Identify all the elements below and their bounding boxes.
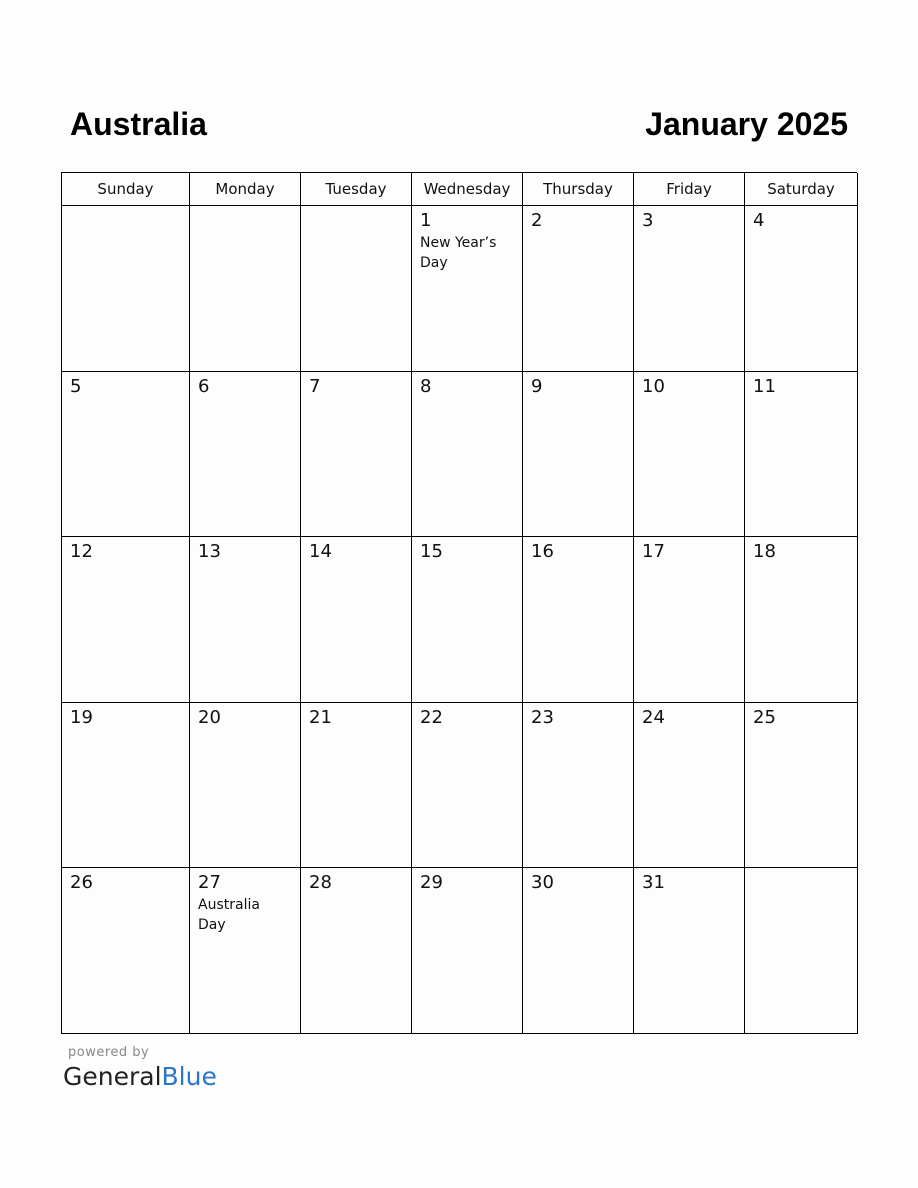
calendar-grid <box>61 172 857 1034</box>
weekday-header-saturday: Saturday <box>745 173 858 206</box>
day-cell-9[interactable] <box>523 372 634 538</box>
day-cell-5[interactable] <box>62 372 190 538</box>
day-number: 22 <box>420 706 443 728</box>
day-number: 17 <box>642 541 665 563</box>
day-number: 14 <box>309 541 332 563</box>
day-cell-30[interactable] <box>523 868 634 1034</box>
day-cell-13[interactable] <box>190 537 301 703</box>
day-number: 27 <box>198 872 221 894</box>
weekday-header-thursday: Thursday <box>523 173 634 206</box>
logo-blue-text: Blue <box>161 1062 217 1091</box>
day-cell-17[interactable] <box>634 537 745 703</box>
calendar-month-title: January 2025 <box>645 106 848 142</box>
day-number: 21 <box>309 706 332 728</box>
day-cell-empty <box>745 868 858 1034</box>
day-number: 12 <box>70 541 93 563</box>
day-number: 31 <box>642 872 665 894</box>
day-cell-14[interactable] <box>301 537 412 703</box>
day-number: 30 <box>531 872 554 894</box>
day-number: 11 <box>753 375 776 397</box>
day-number: 2 <box>531 210 543 231</box>
weekday-header-monday: Monday <box>190 173 301 206</box>
day-cell-24[interactable] <box>634 703 745 869</box>
day-cell-11[interactable] <box>745 372 858 538</box>
day-cell-empty <box>301 206 412 372</box>
day-cell-23[interactable] <box>523 703 634 869</box>
day-number: 4 <box>753 210 765 231</box>
day-number: 25 <box>753 706 776 728</box>
day-cell-empty <box>62 206 190 372</box>
day-cell-27[interactable] <box>190 868 301 1034</box>
day-number: 6 <box>198 375 210 397</box>
day-cell-empty <box>190 206 301 372</box>
weekday-header-sunday: Sunday <box>62 173 190 206</box>
day-cell-28[interactable] <box>301 868 412 1034</box>
day-number: 19 <box>70 706 93 728</box>
day-number: 10 <box>642 375 665 397</box>
day-number: 15 <box>420 541 443 563</box>
day-cell-12[interactable] <box>62 537 190 703</box>
day-cell-26[interactable] <box>62 868 190 1034</box>
day-cell-3[interactable] <box>634 206 745 372</box>
day-cell-31[interactable] <box>634 868 745 1034</box>
day-cell-4[interactable] <box>745 206 858 372</box>
logo-general-text: General <box>63 1062 162 1091</box>
day-cell-18[interactable] <box>745 537 858 703</box>
holiday-label: New Year’s Day <box>420 235 497 271</box>
day-cell-21[interactable] <box>301 703 412 869</box>
day-number: 20 <box>198 706 221 728</box>
generalblue-logo[interactable] <box>63 1062 217 1092</box>
day-cell-22[interactable] <box>412 703 523 869</box>
day-cell-19[interactable] <box>62 703 190 869</box>
day-cell-20[interactable] <box>190 703 301 869</box>
day-number: 26 <box>70 872 93 894</box>
day-cell-15[interactable] <box>412 537 523 703</box>
holiday-label: Australia Day <box>198 897 260 934</box>
day-number: 16 <box>531 541 554 563</box>
day-cell-8[interactable] <box>412 372 523 538</box>
day-cell-16[interactable] <box>523 537 634 703</box>
day-number: 8 <box>420 375 432 397</box>
day-number: 1 <box>420 210 432 231</box>
day-cell-2[interactable] <box>523 206 634 372</box>
day-number: 3 <box>642 210 654 231</box>
day-number: 29 <box>420 872 443 894</box>
day-number: 18 <box>753 541 776 563</box>
powered-by-label: powered by <box>68 1045 150 1060</box>
day-cell-25[interactable] <box>745 703 858 869</box>
day-cell-1[interactable] <box>412 206 523 372</box>
day-cell-7[interactable] <box>301 372 412 538</box>
day-number: 13 <box>198 541 221 563</box>
day-number: 5 <box>70 375 82 397</box>
calendar-country-title: Australia <box>70 106 207 142</box>
day-cell-29[interactable] <box>412 868 523 1034</box>
day-number: 9 <box>531 375 543 397</box>
weekday-header-wednesday: Wednesday <box>412 173 523 206</box>
weekday-header-tuesday: Tuesday <box>301 173 412 206</box>
day-number: 23 <box>531 706 554 728</box>
day-number: 7 <box>309 375 321 397</box>
day-cell-10[interactable] <box>634 372 745 538</box>
weekday-header-friday: Friday <box>634 173 745 206</box>
day-cell-6[interactable] <box>190 372 301 538</box>
day-number: 24 <box>642 706 665 728</box>
day-number: 28 <box>309 872 332 894</box>
